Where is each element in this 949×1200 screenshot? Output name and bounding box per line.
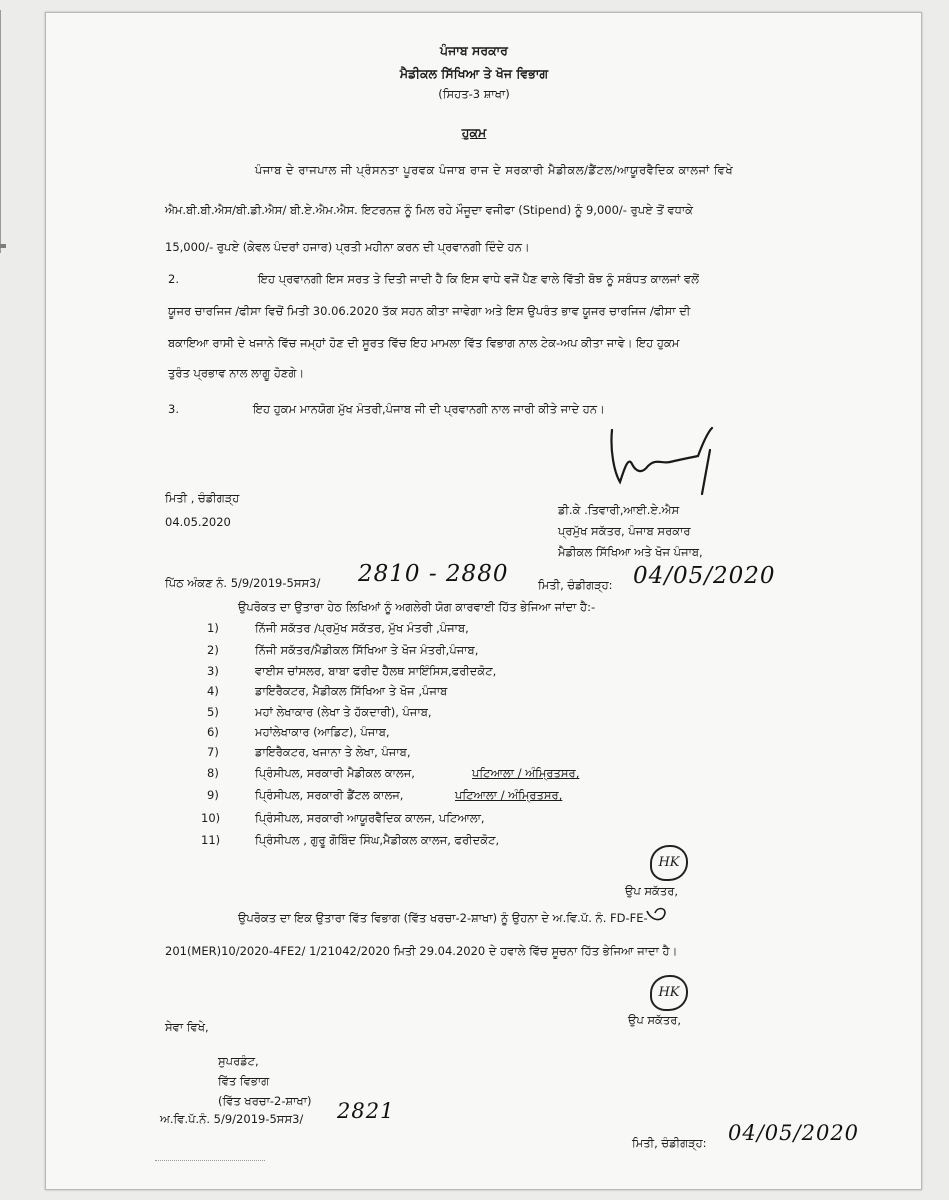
- recipient-number: 3): [207, 664, 219, 678]
- recipient-item: ਮਹਾਂਲੇਖਾਕਾਰ (ਆਡਿਟ), ਪੰਜਾਬ,: [255, 725, 390, 739]
- recipient-number: 9): [207, 788, 219, 802]
- recipient-item: ਪ੍ਰਿੰਸੀਪਲ, ਸਰਕਾਰੀ ਆਯੂਰਵੈਦਿਕ ਕਾਲਜ, ਪਟਿਆਲਾ,: [255, 811, 485, 825]
- recipient-item: ਵਾਈਸ ਚਾਂਸਲਰ, ਬਾਬਾ ਫਰੀਦ ਹੈਲਥ ਸਾਇੰਸਿਸ,ਫਰੀਦਕੋਟ,: [255, 664, 497, 678]
- recipient-item: ਡਾਇਰੈਕਟਰ, ਮੈਡੀਕਲ ਸਿੱਖਿਆ ਤੇ ਖੋਜ ,ਪੰਜਾਬ: [255, 684, 448, 698]
- recipient-number: 2): [207, 643, 219, 657]
- recipient-number: 8): [207, 766, 219, 780]
- footer-date-handwritten: 04/05/2020: [728, 1121, 860, 1145]
- para2-line4: ਤੁਰੰਤ ਪ੍ਰਭਾਵ ਨਾਲ ਲਾਗੂ ਹੋਣਗੇ।: [168, 366, 305, 380]
- endorsement-date-handwritten: 04/05/2020: [633, 563, 776, 589]
- recipient-item: ਪ੍ਰਿੰਸੀਪਲ , ਗੁਰੂ ਗੋਬਿੰਦ ਸਿੰਘ,ਮੈਡੀਕਲ ਕਾਲਜ, ਫਰੀਦਕੋਟ,: [255, 833, 500, 847]
- recipient-item: ਪ੍ਰਿੰਸੀਪਲ, ਸਰਕਾਰੀ ਮੈਡੀਕਲ ਕਾਲਜ,: [255, 766, 415, 780]
- endorsement-date-label: ਮਿਤੀ, ਚੰਡੀਗੜ੍ਹ:: [538, 578, 613, 592]
- para3-number: 3.: [168, 402, 179, 416]
- para1-line2: ਐਮ.ਬੀ.ਬੀ.ਐਸ/ਬੀ.ਡੀ.ਐਸ/ ਬੀ.ਏ.ਐਮ.ਐਸ. ਇਟਰਨਜ਼ ਨੂੰ ਮਿਲ ਰਹੇ ਮੌਜੂਦਾ ਵਜੀਫਾ (Stipend) ਨੂੰ 9,000/- ਰੁਪਏ ਤੋਂ ਵਧਾਕੇ: [165, 203, 694, 217]
- recipient-number: 1): [207, 621, 219, 635]
- order-title: ਹੁਕਮ: [461, 125, 487, 140]
- recipient-item-underlined: ਪਟਿਆਲਾ / ਅੰਮ੍ਰਿਤਸਰ,: [472, 766, 580, 780]
- deputy-secretary-title: ਉਪ ਸਕੱਤਰ,: [625, 884, 679, 898]
- recipient-item-underlined: ਪਟਿਆਲਾ / ਅੰਮ੍ਰਿਤਸਰ,: [455, 788, 563, 802]
- screen-edge-line: [0, 10, 1, 253]
- addressee-line3: (ਵਿੱਤ ਖਰਚਾ-2-ਸ਼ਾਖਾ): [218, 1094, 312, 1108]
- recipient-item: ਪ੍ਰਿੰਸੀਪਲ, ਸਰਕਾਰੀ ਡੈਂਟਲ ਕਾਲਜ,: [255, 788, 404, 802]
- endorsement-ref-handwritten: 2810 - 2880: [358, 561, 509, 587]
- para2-line2: ਯੂਜਰ ਚਾਰਜਿਜ /ਫੀਸਾ ਵਿਚੋਂ ਮਿਤੀ 30.06.2020 ਤੱਕ ਸਹਨ ਕੀਤਾ ਜਾਵੇਗਾ ਅਤੇ ਇਸ ਉਪਰੰਤ ਭਾਵ ਯੂਜਰ ਚਾਰਜਿਜ /ਫੀਸਾ ਦੀ: [168, 304, 691, 318]
- recipient-number: 7): [207, 745, 219, 759]
- illegible-footer-print: [155, 1160, 265, 1161]
- recipient-item: ਨਿੱਜੀ ਸਕੱਤਰ /ਪ੍ਰਮੁੱਖ ਸਕੱਤਰ, ਮੁੱਖ ਮੰਤਰੀ ,ਪੰਜਾਬ,: [255, 621, 469, 635]
- date-place-label: ਮਿਤੀ , ਚੰਡੀਗੜ੍ਹ: [165, 491, 240, 505]
- branch-name: (ਸਿਹਤ-3 ਸ਼ਾਖਾ): [438, 87, 510, 101]
- signatory-department: ਮੈਡੀਕਲ ਸਿੱਖਿਆ ਅਤੇ ਖੋਜ ਪੰਜਾਬ,: [558, 545, 703, 559]
- addressee-ref-label: ਅ.ਵਿ.ਪੱ.ਨੰ. 5/9/2019-5ਸਸ3/: [160, 1112, 304, 1126]
- deputy-secretary-initials: HK: [650, 845, 688, 881]
- recipient-item: ਡਾਇਰੈਕਟਰ, ਖਜਾਨਾ ਤੇ ਲੇਖਾ, ਪੰਜਾਬ,: [255, 745, 411, 759]
- endorsement-ref-label: ਪਿੱਠ ਅੰਕਣ ਨੰ. 5/9/2019-5ਸਸ3/: [165, 576, 321, 590]
- deputy-secretary-initials: HK: [650, 975, 688, 1011]
- endorsement-intro: ਉਪਰੋਕਤ ਦਾ ਉਤਾਰਾ ਹੇਠ ਲਿਖਿਆਂ ਨੂੰ ਅਗਲੇਰੀ ਯੋਗ ਕਾਰਵਾਈ ਹਿੱਤ ਭੇਜਿਆ ਜਾਂਦਾ ਹੈ:-: [238, 600, 596, 614]
- para3-line1: ਇਹ ਹੁਕਮ ਮਾਨਯੋਗ ਮੁੱਖ ਮੰਤਰੀ,ਪੰਜਾਬ ਜੀ ਦੀ ਪ੍ਰਵਾਨਗੀ ਨਾਲ ਜਾਰੀ ਕੀਤੇ ਜਾਦੇ ਹਨ।: [253, 402, 605, 416]
- principal-secretary-signature: [598, 420, 738, 500]
- para2-line3: ਬਕਾਇਆ ਰਾਸੀ ਦੇ ਖਜਾਨੇ ਵਿੱਚ ਜਮ੍ਹਾਂ ਹੋਣ ਦੀ ਸੂਰਤ ਵਿੱਚ ਇਹ ਮਾਮਲਾ ਵਿੱਤ ਵਿਭਾਗ ਨਾਲ ਟੇਕ-ਅਪ ਕੀਤਾ ਜਾਵੇ। ਇਹ ਹੁਕਮ: [168, 336, 680, 350]
- order-date: 04.05.2020: [165, 515, 231, 529]
- recipient-number: 10): [201, 811, 221, 825]
- footer-date-label: ਮਿਤੀ, ਚੰਡੀਗੜ੍ਹ:: [632, 1136, 707, 1150]
- para2-line1: ਇਹ ਪ੍ਰਵਾਨਗੀ ਇਸ ਸਰਤ ਤੇ ਦਿਤੀ ਜਾਦੀ ਹੈ ਕਿ ਇਸ ਵਾਧੇ ਵਜੋਂ ਪੈਣ ਵਾਲੇ ਵਿੱਤੀ ਬੋਝ ਨੂੰ ਸਬੰਧਤ ਕਾਲਜਾਂ ਵਲੋਂ: [258, 272, 699, 286]
- screen-edge-tick: [0, 244, 6, 248]
- addressee-line2: ਵਿੱਤ ਵਿਭਾਗ: [218, 1074, 270, 1088]
- addressee-line1: ਸੁਪਰਡੰਟ,: [218, 1054, 259, 1068]
- addressee-ref-handwritten: 2821: [337, 1099, 395, 1123]
- recipient-item: ਨਿੱਜੀ ਸਕੱਤਰ/ਮੈਡੀਕਲ ਸਿੱਖਿਆ ਤੇ ਖੋਜ ਮੰਤਰੀ,ਪੰਜਾਬ,: [255, 643, 479, 657]
- recipient-number: 5): [207, 705, 219, 719]
- recipient-number: 11): [201, 833, 221, 847]
- para2-number: 2.: [168, 272, 179, 286]
- signatory-designation: ਪ੍ਰਮੁੱਖ ਸਕੱਤਰ, ਪੰਜਾਬ ਸਰਕਾਰ: [558, 524, 691, 538]
- recipient-item: ਮਹਾਂ ਲੇਖਾਕਾਰ (ਲੇਖਾ ਤੇ ਹੱਕਦਾਰੀ), ਪੰਜਾਬ,: [255, 705, 432, 719]
- deputy-secretary-title-2: ਉਪ ਸਕੱਤਰ,: [628, 1013, 682, 1027]
- salutation: ਸੇਵਾ ਵਿਖੇ,: [165, 1020, 209, 1034]
- recipient-number: 6): [207, 725, 219, 739]
- finance-copy-line2: 201(MER)10/2020-4FE2/ 1/21042/2020 ਮਿਤੀ 29.04.2020 ਦੇ ਹਵਾਲੇ ਵਿੱਚ ਸੂਚਨਾ ਹਿੱਤ ਭੇਜਿਆ ਜਾਦਾ ਹੈ।: [165, 944, 678, 958]
- recipient-number: 4): [207, 684, 219, 698]
- para1-line3: 15,000/- ਰੁਪਏ (ਕੇਵਲ ਪੰਦਰਾਂ ਹਜਾਰ) ਪ੍ਰਤੀ ਮਹੀਨਾ ਕਰਨ ਦੀ ਪ੍ਰਵਾਨਗੀ ਦਿੰਦੇ ਹਨ।: [165, 240, 530, 254]
- govt-name: ਪੰਜਾਬ ਸਰਕਾਰ: [440, 43, 508, 58]
- para1-line1: ਪੰਜਾਬ ਦੇ ਰਾਜਪਾਲ ਜੀ ਪ੍ਰੰਸਨਤਾ ਪੂਰਵਕ ਪੰਜਾਬ ਰਾਜ ਦੇ ਸਰਕਾਰੀ ਮੈਡੀਕਲ/ਡੈਂਟਲ/ਆਯੂਰਵੈਦਿਕ ਕਾਲਜਾਂ ਵਿਖੇ: [255, 163, 734, 177]
- department-name: ਮੈਡੀਕਲ ਸਿੱਖਿਆ ਤੇ ਖੋਜ ਵਿਭਾਗ: [399, 66, 549, 81]
- signatory-name: ਡੀ.ਕੇ .ਤਿਵਾਰੀ,ਆਈ.ਏ.ਐਸ: [558, 503, 680, 517]
- finance-copy-line1: ਉਪਰੋਕਤ ਦਾ ਇਕ ਉਤਾਰਾ ਵਿੱਤ ਵਿਭਾਗ (ਵਿੱਤ ਖਰਚਾ-2-ਸ਼ਾਖਾ) ਨੂੰ ਉਹਨਾ ਦੇ ਅ.ਵਿ.ਪੱ. ਨੰ. FD-FE-: [238, 911, 648, 925]
